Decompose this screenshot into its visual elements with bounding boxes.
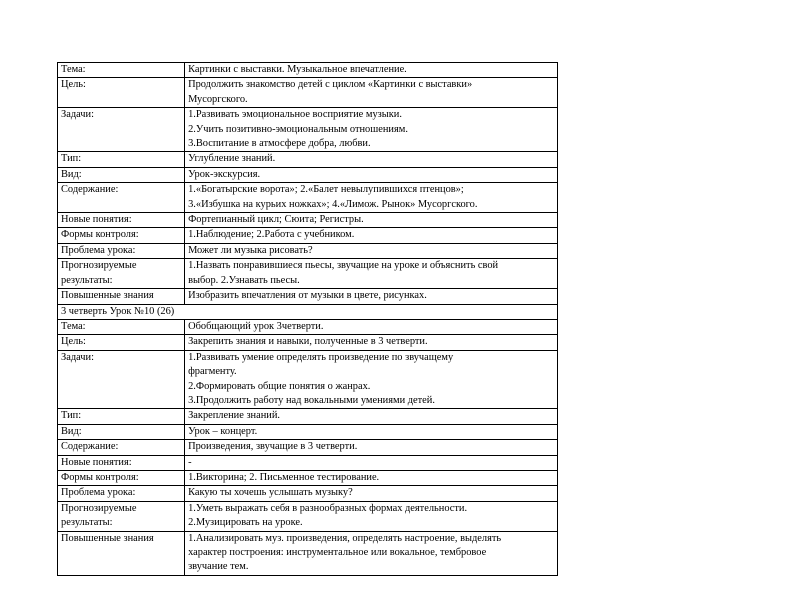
row-value: Произведения, звучащие в 3 четверти. <box>185 440 558 455</box>
row-value: - <box>185 455 558 470</box>
table-row <box>58 289 558 304</box>
row-label: Формы контроля: <box>58 228 185 243</box>
text-line: Прогнозируемые <box>61 260 137 272</box>
text-line: выбор. 2.Узнавать пьесы. <box>188 274 300 286</box>
table-row <box>58 455 558 470</box>
row-label: Тема: <box>58 63 185 78</box>
row-label: Содержание: <box>58 440 185 455</box>
table-row <box>58 259 558 289</box>
row-label: Цель: <box>58 78 185 108</box>
row-label: Новые понятия: <box>58 455 185 470</box>
table-row <box>58 319 558 334</box>
text-line: 1.Развивать умение определять произведение по звучащему <box>188 351 454 363</box>
row-label: Проблема урока: <box>58 243 185 258</box>
text-line: 3.«Избушка на курьих ножках»; 4.«Лимож. Рынок» Мусоргского. <box>188 198 478 210</box>
table-row <box>58 167 558 182</box>
text-line: 1.Развивать эмоциональное восприятие музыки. <box>188 109 402 121</box>
row-label: Тип: <box>58 152 185 167</box>
table-row <box>58 108 558 152</box>
text-line: результаты: <box>61 517 113 529</box>
row-value <box>185 183 558 213</box>
table-row <box>58 440 558 455</box>
table-row <box>58 228 558 243</box>
table-row <box>58 63 558 78</box>
text-line: Продолжить знакомство детей с циклом «Картинки с выставки» <box>188 79 473 91</box>
table-row <box>58 304 558 319</box>
row-label: Проблема урока: <box>58 486 185 501</box>
table-row <box>58 409 558 424</box>
text-line: звучание тем. <box>188 561 249 573</box>
text-line: характер построения: инструментальное или вокальное, тембровое <box>188 547 487 558</box>
row-value: Закрепление знаний. <box>185 409 558 424</box>
row-label: Вид: <box>58 424 185 439</box>
text-line: 2.Музицировать на уроке. <box>188 517 303 529</box>
row-value: Может ли музыка рисовать? <box>185 243 558 258</box>
row-label: Формы контроля: <box>58 470 185 485</box>
row-label: Цель: <box>58 335 185 350</box>
row-value: Закрепить знания и навыки, полученные в 3 четверти. <box>185 335 558 350</box>
row-value <box>185 108 558 152</box>
row-value: Углубление знаний. <box>185 152 558 167</box>
text-line: Мусоргского. <box>188 93 248 105</box>
row-value: 1.Наблюдение; 2.Работа с учебником. <box>185 228 558 243</box>
text-line: 2.Формировать общие понятия о жанрах. <box>188 380 371 392</box>
text-line: 2.Учить позитивно-эмоциональным отношениям. <box>188 123 408 135</box>
text-line: 3.Продолжить работу над вокальными умениями детей. <box>188 394 435 406</box>
row-value: Изобразить впечатления от музыки в цвете, рисунках. <box>185 289 558 304</box>
table-row <box>58 78 558 108</box>
row-value: Урок – концерт. <box>185 424 558 439</box>
row-label: Новые понятия: <box>58 213 185 228</box>
row-label: Тема: <box>58 319 185 334</box>
row-value: Урок-экскурсия. <box>185 167 558 182</box>
text-line: Прогнозируемые <box>61 502 137 514</box>
table-row <box>58 335 558 350</box>
table-row <box>58 424 558 439</box>
lesson-plan-table <box>57 62 558 576</box>
row-label: Задачи: <box>58 108 185 152</box>
text-line: фрагменту. <box>188 366 237 378</box>
table-row <box>58 486 558 501</box>
table-row <box>58 183 558 213</box>
table-row <box>58 501 558 531</box>
row-label: Вид: <box>58 167 185 182</box>
text-line: 3.Воспитание в атмосфере добра, любви. <box>188 138 371 150</box>
row-label: Тип: <box>58 409 185 424</box>
text-line: 1.«Богатырские ворота»; 2.«Балет невылупившихся птенцов»; <box>188 184 464 196</box>
row-value <box>185 531 558 575</box>
row-label <box>58 259 185 289</box>
text-line: 1.Уметь выражать себя в разнообразных формах деятельности. <box>188 502 468 514</box>
table-row <box>58 350 558 409</box>
section-header: 3 четверть Урок №10 (26) <box>58 304 558 319</box>
row-value: Обобщающий урок 3четверти. <box>185 319 558 334</box>
row-value: Какую ты хочешь услышать музыку? <box>185 486 558 501</box>
text-line: 1.Анализировать муз. произведения, определять настроение, выделять <box>188 532 502 544</box>
row-value <box>185 350 558 409</box>
table-row <box>58 213 558 228</box>
row-label: Повышенные знания <box>58 531 185 575</box>
table-row <box>58 243 558 258</box>
text-line: результаты: <box>61 274 113 286</box>
table-row <box>58 470 558 485</box>
row-label: Задачи: <box>58 350 185 409</box>
row-value: Фортепианный цикл; Сюита; Регистры. <box>185 213 558 228</box>
table-row <box>58 152 558 167</box>
row-label: Содержание: <box>58 183 185 213</box>
table-row <box>58 531 558 575</box>
row-value <box>185 78 558 108</box>
row-value: Картинки с выставки. Музыкальное впечатление. <box>185 63 558 78</box>
row-label: Повышенные знания <box>58 289 185 304</box>
text-line: 1.Назвать понравившиеся пьесы, звучащие на уроке и объяснить свой <box>188 260 499 272</box>
row-label <box>58 501 185 531</box>
row-value <box>185 501 558 531</box>
row-value: 1.Викторина; 2. Письменное тестирование. <box>185 470 558 485</box>
row-value <box>185 259 558 289</box>
